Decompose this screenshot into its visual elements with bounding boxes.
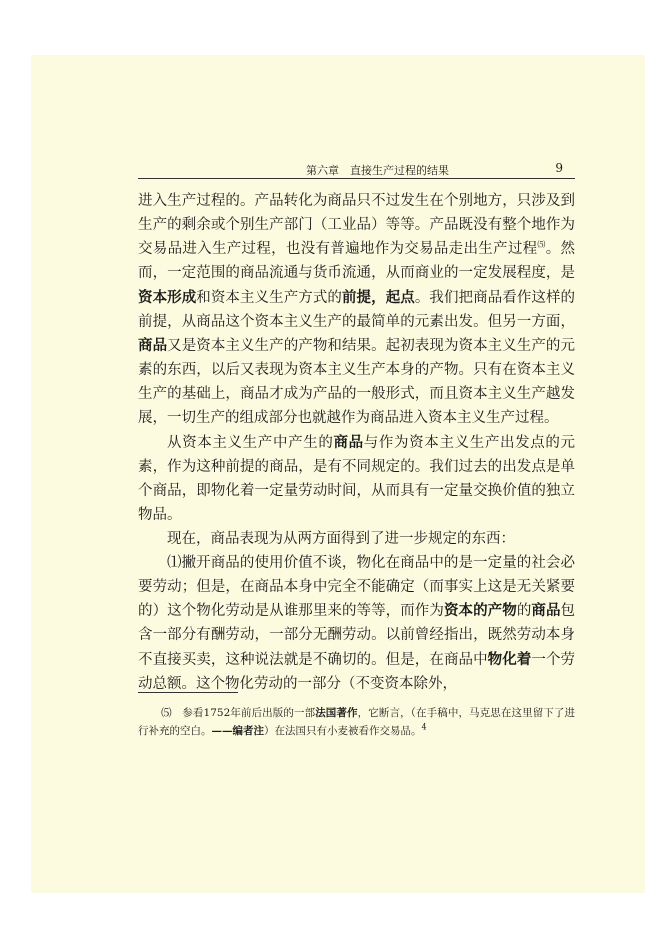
emphasis: ——编者注 [211, 725, 264, 737]
text-run: 。我们把商品看作这样的前提，从商品这个资本主义生产的最简单的元素出发。但另一方面， [138, 289, 576, 330]
text-run: 与作为资本主义生产出发点的元素，作为这种前提的商品，是有不同规定的。我们过去的出发点是单个商品，即物化着一定量劳动时间，从而具有一定量交换价值的独立物品。 [138, 435, 576, 523]
paragraph-2 [138, 431, 575, 528]
running-header [138, 161, 575, 179]
footnote-divider [138, 692, 238, 693]
emphasis: 前提，起点 [341, 288, 415, 306]
chapter-title: 第六章 直接生产过程的结果 [306, 164, 449, 177]
footnote-mark: ⑸ [161, 707, 172, 719]
emphasis: 商品 [531, 602, 561, 620]
paragraph-1 [138, 190, 575, 431]
text-run: 进入生产过程的。产品转化为商品只不过发生在个别地方，只涉及到生产的剩余或个别生产部门（工业品）等等。产品既没有整个地作为交易品进入生产过程，也没有普遍地作为交易品走出生产过程 [138, 193, 575, 257]
text-run: 的 [516, 603, 532, 620]
text-run: 一个劳动总额。这个物化劳动的一部分（不变资本除外， [138, 652, 576, 693]
emphasis: 商品 [138, 337, 168, 355]
emphasis: 资本形成 [138, 288, 197, 306]
endnote-ref[interactable]: 4 [421, 722, 427, 732]
paragraph-4 [138, 552, 575, 697]
page-number: 9 [555, 161, 563, 175]
emphasis: 物化着 [487, 651, 532, 669]
emphasis: 法国著作 [315, 707, 358, 719]
emphasis: 商品 [333, 434, 364, 452]
book-page [31, 55, 645, 893]
footnote [138, 704, 575, 740]
footnote-ref[interactable]: ⑸ [537, 239, 546, 249]
text-run: 又是资本主义生产的产物和结果。起初表现为资本主义生产的元素的东西，以后又表现为资本主义生产本身的产物。只有在资本主义生产的基础上，商品才成为产品的一般形式，而且资本主义生产越发展，一切生产的组成部分也就越作为商品进入资本主义生产过程。 [138, 338, 576, 427]
emphasis: 资本的产物 [443, 602, 517, 620]
text-run: 从资本主义生产中产生的 [167, 435, 334, 452]
text-run: 和资本主义生产方式的 [196, 289, 342, 306]
body-text [138, 190, 575, 697]
paragraph-3: 现在，商品表现为从两方面得到了进一步规定的东西： [167, 530, 515, 547]
text-run: 参看1752年前后出版的一部 [182, 707, 316, 719]
text-run: ，它断言，（在手稿中，马克思在这里留下了进行补充的空白。 [138, 707, 576, 737]
text-run: ）在法国只有小麦被看作交易品。 [264, 725, 422, 737]
text-run: 。然而，一定范围的商品流通与货币流通，从而商业的一定发展程度，是 [138, 240, 576, 281]
text-run: 包含一部分有酬劳动，一部分无酬劳动。以前曾经指出，既然劳动本身不直接买卖，这种说法就是不确切的。但是，在商品中 [138, 603, 576, 669]
text-run: ⑴撇开商品的使用价值不谈，物化在商品中的是一定量的社会必要劳动；但是，在商品本身中完全不能确定（而事实上这是无关紧要的）这个物化劳动是从谁那里来的等等，而作为 [138, 554, 575, 620]
